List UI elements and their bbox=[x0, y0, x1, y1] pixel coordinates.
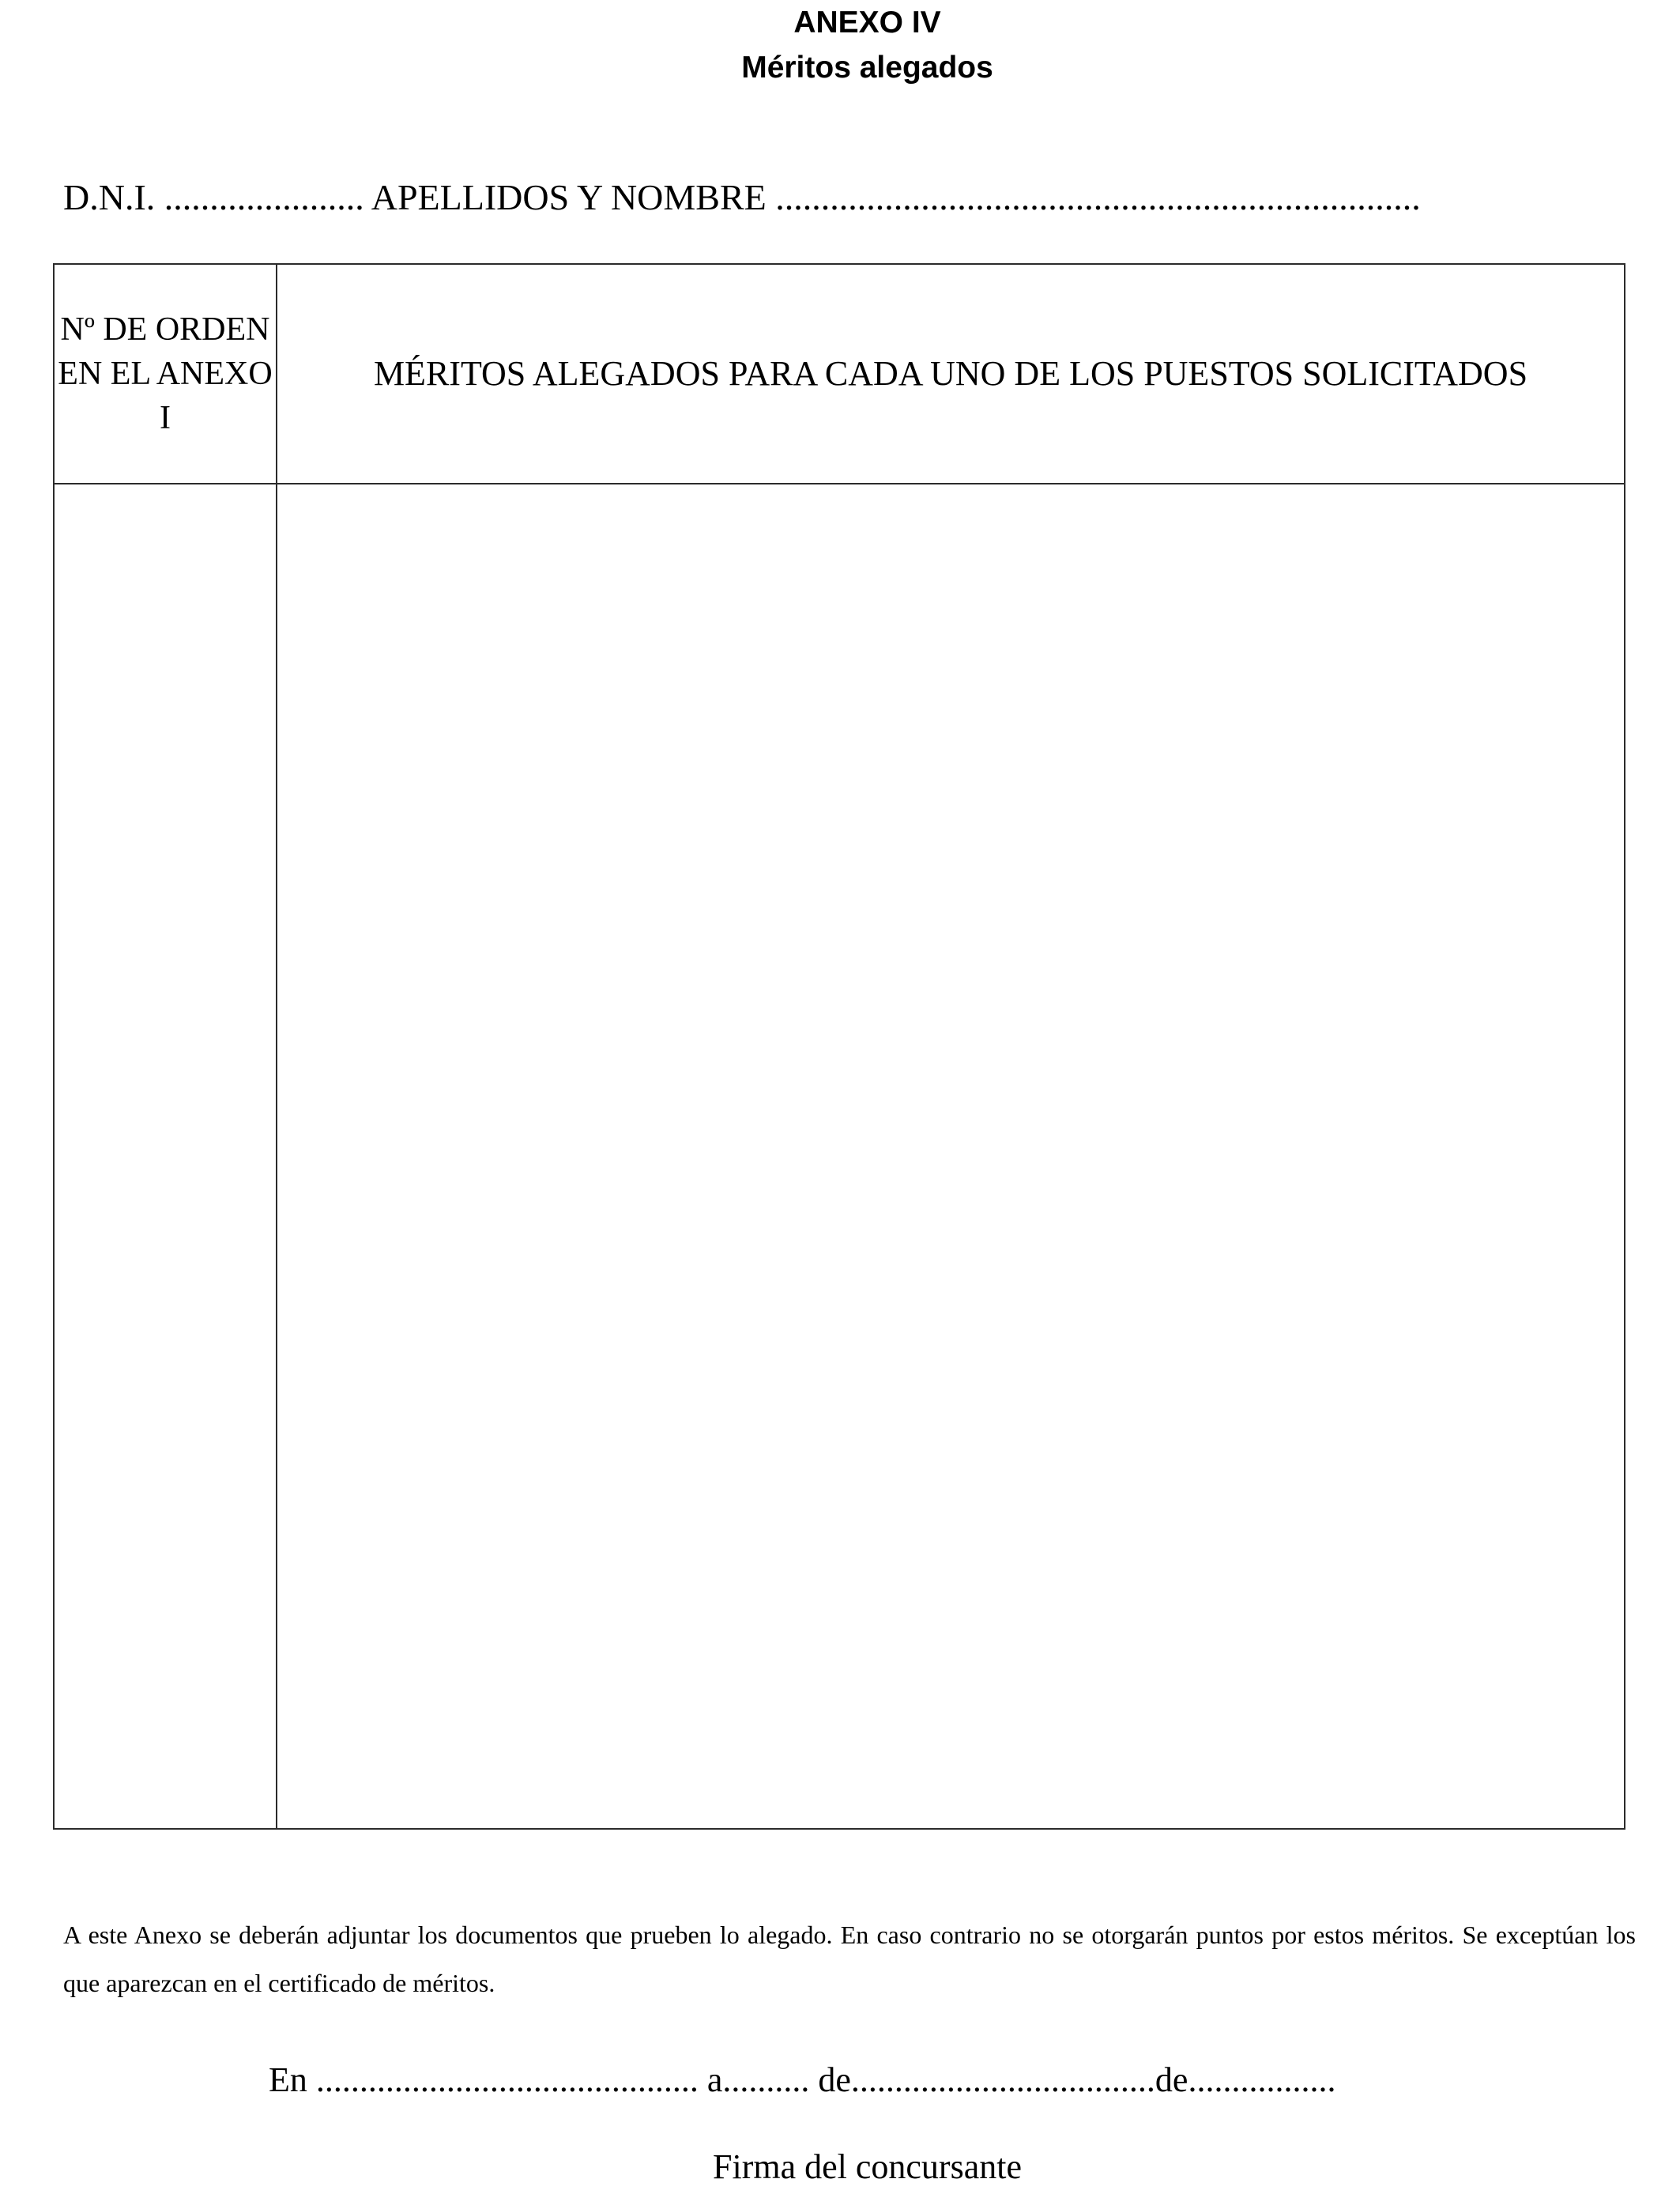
table-header-row bbox=[54, 264, 1625, 484]
order-number-column-header: Nº DE ORDEN EN EL ANEXO I bbox=[54, 264, 277, 484]
attachment-note: A este Anexo se deberán adjuntar los documentos que prueben lo alegado. En caso contrario no se otorgarán puntos por estos méritos. Se exceptúan los que aparezcan en el certificado de méritos. bbox=[63, 1921, 1636, 1997]
document-title: ANEXO IV bbox=[793, 6, 941, 40]
signature-label: Firma del concursante bbox=[713, 2147, 1022, 2186]
table-row bbox=[54, 484, 1625, 1829]
document-subtitle: Méritos alegados bbox=[741, 51, 993, 85]
merits-table bbox=[53, 263, 1625, 1830]
merits-column-header: MÉRITOS ALEGADOS PARA CADA UNO DE LOS PUESTOS SOLICITADOS bbox=[277, 264, 1625, 484]
merits-cell[interactable] bbox=[277, 484, 1625, 1829]
place-date-line[interactable]: En ............................................ a.......... de...................................de................. bbox=[269, 2060, 1336, 2099]
applicant-id-name-line[interactable]: D.N.I. ...................... APELLIDOS Y NOMBRE ....................................................................... bbox=[63, 177, 1421, 217]
document-header bbox=[0, 0, 1680, 90]
order-number-cell[interactable] bbox=[54, 484, 277, 1829]
